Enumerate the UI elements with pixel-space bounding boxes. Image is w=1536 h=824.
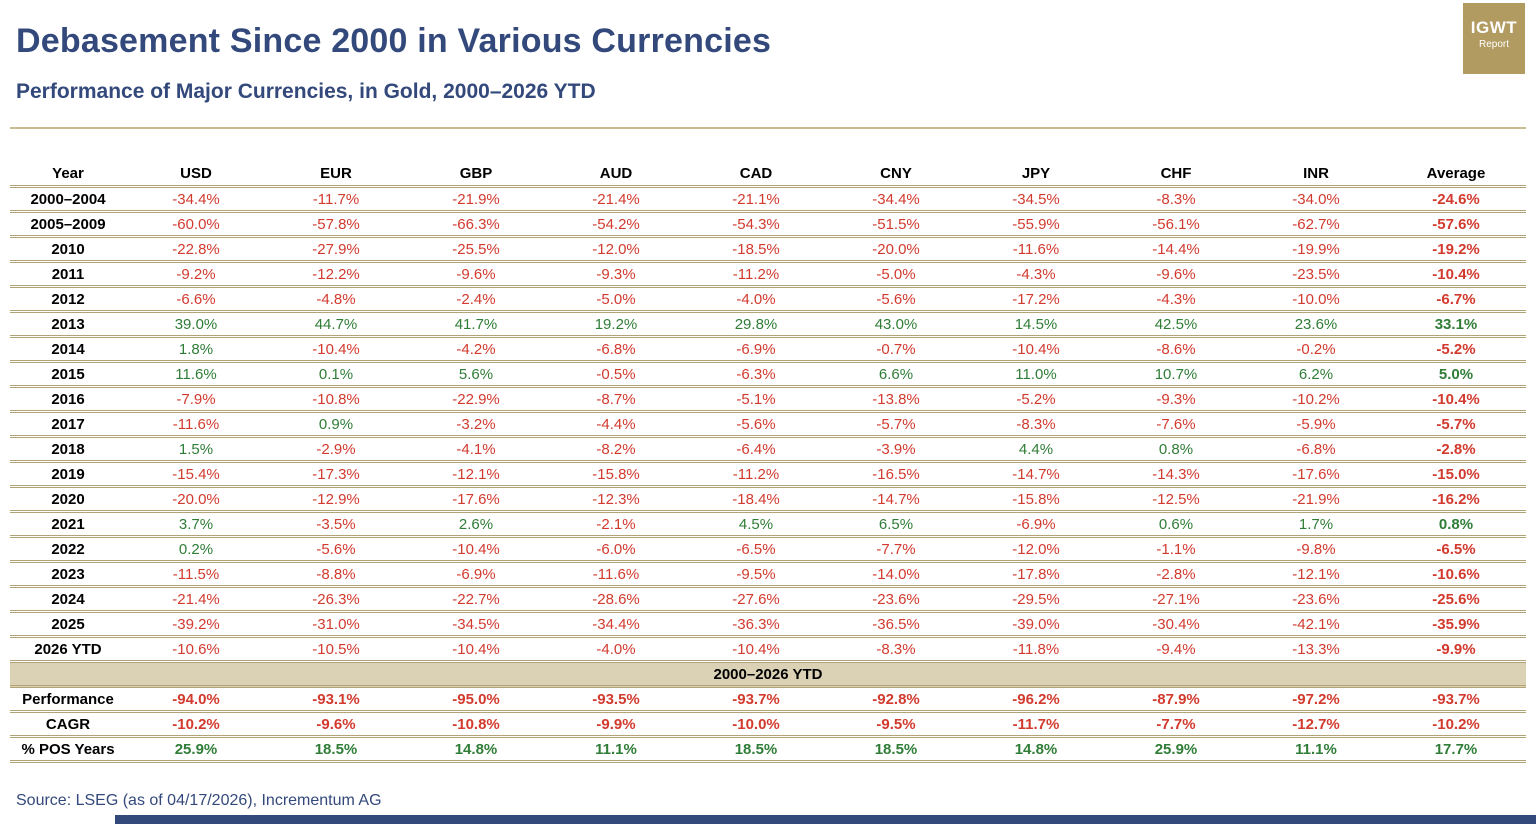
value-cell: -10.4% xyxy=(452,540,500,558)
value-cell: -20.0% xyxy=(872,240,920,258)
value-cell: -15.4% xyxy=(172,465,220,483)
value-cell: -60.0% xyxy=(172,215,220,233)
value-cell: -5.2% xyxy=(1016,390,1056,408)
table-header xyxy=(10,162,1526,187)
table-row xyxy=(10,212,1526,237)
value-cell: -10.8% xyxy=(452,715,500,733)
table-row xyxy=(10,362,1526,387)
table-row xyxy=(10,237,1526,262)
value-cell: -12.1% xyxy=(452,465,500,483)
value-cell: 11.0% xyxy=(1015,365,1057,383)
value-cell: -26.3% xyxy=(312,590,360,608)
value-cell: 10.7% xyxy=(1154,365,1198,383)
value-cell: -8.2% xyxy=(596,440,636,458)
header-divider xyxy=(10,127,1526,129)
value-cell: -6.8% xyxy=(596,340,636,358)
value-cell: -11.2% xyxy=(732,465,780,483)
row-label: 2016 xyxy=(51,390,85,408)
row-label: 2019 xyxy=(51,465,85,483)
value-cell: -15.8% xyxy=(1012,490,1060,508)
value-cell: 0.1% xyxy=(318,365,354,383)
value-cell: -92.8% xyxy=(872,690,920,708)
value-cell: 2.6% xyxy=(458,515,494,533)
row-label: % POS Years xyxy=(21,740,115,758)
value-cell: 11.1% xyxy=(595,740,637,758)
value-cell: -7.7% xyxy=(876,540,916,558)
column-header: CNY xyxy=(880,165,912,182)
value-cell: -21.1% xyxy=(732,190,780,208)
column-header: Year xyxy=(52,165,84,182)
value-cell: -7.9% xyxy=(176,390,216,408)
value-cell: -8.3% xyxy=(1156,190,1196,208)
row-label: 2026 YTD xyxy=(34,640,102,658)
page-subtitle: Performance of Major Currencies, in Gold, 2000–2026 YTD xyxy=(16,80,596,103)
value-cell: -93.1% xyxy=(312,690,360,708)
value-cell: -19.9% xyxy=(1292,240,1340,258)
logo-text-report: Report xyxy=(1478,39,1509,50)
value-cell: -10.4% xyxy=(1432,390,1480,408)
value-cell: -6.5% xyxy=(1436,540,1476,558)
section-banner-label: 2000–2026 YTD xyxy=(10,662,1526,687)
value-cell: -10.4% xyxy=(1432,265,1480,283)
value-cell: -17.8% xyxy=(1012,565,1060,583)
value-cell: -17.6% xyxy=(1292,465,1340,483)
value-cell: 19.2% xyxy=(594,315,638,333)
value-cell: -6.9% xyxy=(1016,515,1056,533)
value-cell: 14.8% xyxy=(454,740,498,758)
value-cell: -9.3% xyxy=(596,265,636,283)
value-cell: -39.2% xyxy=(172,615,220,633)
value-cell: -57.6% xyxy=(1432,215,1480,233)
value-cell: -12.1% xyxy=(1292,565,1340,583)
table-body xyxy=(10,187,1526,762)
value-cell: -55.9% xyxy=(1012,215,1060,233)
value-cell: 1.7% xyxy=(1298,515,1334,533)
value-cell: -1.1% xyxy=(1156,540,1196,558)
value-cell: -34.0% xyxy=(1292,190,1340,208)
value-cell: -42.1% xyxy=(1292,615,1340,633)
column-header: CAD xyxy=(739,165,773,182)
value-cell: -9.6% xyxy=(456,265,496,283)
table-row xyxy=(10,587,1526,612)
table-row xyxy=(10,187,1526,212)
value-cell: -35.9% xyxy=(1432,615,1480,633)
value-cell: -9.4% xyxy=(1156,640,1196,658)
value-cell: 1.5% xyxy=(178,440,214,458)
value-cell: -6.3% xyxy=(736,365,776,383)
value-cell: -10.2% xyxy=(172,715,220,733)
row-label: 2011 xyxy=(51,265,85,283)
value-cell: -6.6% xyxy=(176,290,216,308)
row-label: 2013 xyxy=(51,315,85,333)
value-cell: -10.6% xyxy=(172,640,220,658)
value-cell: -21.4% xyxy=(172,590,220,608)
value-cell: -10.0% xyxy=(732,715,780,733)
value-cell: -6.5% xyxy=(736,540,776,558)
value-cell: -8.3% xyxy=(1016,415,1056,433)
table-row xyxy=(10,387,1526,412)
row-label: Performance xyxy=(22,690,114,708)
value-cell: -5.6% xyxy=(876,290,916,308)
value-cell: -9.9% xyxy=(596,715,636,733)
value-cell: 6.2% xyxy=(1298,365,1334,383)
table-row xyxy=(10,462,1526,487)
value-cell: -0.2% xyxy=(1296,340,1336,358)
value-cell: 3.7% xyxy=(178,515,214,533)
value-cell: -8.6% xyxy=(1156,340,1196,358)
value-cell: 41.7% xyxy=(454,315,498,333)
source-note: Source: LSEG (as of 04/17/2026), Incrementum AG xyxy=(16,792,382,809)
value-cell: -27.9% xyxy=(312,240,360,258)
value-cell: -11.2% xyxy=(732,265,780,283)
row-label: 2020 xyxy=(51,490,85,508)
value-cell: -10.8% xyxy=(312,390,360,408)
logo-text-igwt: IGWT xyxy=(1470,18,1518,37)
table-row xyxy=(10,562,1526,587)
value-cell: -62.7% xyxy=(1292,215,1340,233)
value-cell: -2.1% xyxy=(596,515,636,533)
value-cell: -17.2% xyxy=(1012,290,1060,308)
value-cell: 0.8% xyxy=(1438,515,1474,533)
value-cell: -54.2% xyxy=(592,215,640,233)
row-label: 2025 xyxy=(51,615,85,633)
value-cell: -7.7% xyxy=(1156,715,1196,733)
value-cell: -8.7% xyxy=(596,390,636,408)
row-label: 2010 xyxy=(51,240,85,258)
value-cell: -34.4% xyxy=(172,190,220,208)
value-cell: 14.5% xyxy=(1014,315,1058,333)
value-cell: 42.5% xyxy=(1154,315,1198,333)
value-cell: -10.2% xyxy=(1432,715,1480,733)
value-cell: -6.8% xyxy=(1296,440,1336,458)
value-cell: -34.5% xyxy=(1012,190,1060,208)
value-cell: -93.7% xyxy=(1432,690,1480,708)
value-cell: -2.4% xyxy=(456,290,496,308)
value-cell: -22.8% xyxy=(172,240,220,258)
row-label: 2012 xyxy=(51,290,85,308)
value-cell: 14.8% xyxy=(1014,740,1058,758)
value-cell: -11.5% xyxy=(172,565,220,583)
column-header: CHF xyxy=(1160,165,1192,182)
value-cell: -11.7% xyxy=(312,190,360,208)
value-cell: -0.7% xyxy=(876,340,916,358)
row-label: 2005–2009 xyxy=(30,215,106,233)
value-cell: -97.2% xyxy=(1292,690,1340,708)
value-cell: -16.5% xyxy=(872,465,920,483)
column-header: INR xyxy=(1303,165,1329,182)
value-cell: -8.3% xyxy=(876,640,916,658)
value-cell: -36.3% xyxy=(732,615,780,633)
column-header: JPY xyxy=(1021,165,1051,182)
value-cell: -11.6% xyxy=(592,565,640,583)
table-row xyxy=(10,412,1526,437)
igwt-report-logo xyxy=(1463,3,1525,74)
row-label: 2000–2004 xyxy=(30,190,106,208)
value-cell: -9.8% xyxy=(1296,540,1336,558)
value-cell: -54.3% xyxy=(732,215,780,233)
value-cell: -94.0% xyxy=(172,690,220,708)
value-cell: 18.5% xyxy=(874,740,918,758)
value-cell: 0.6% xyxy=(1158,515,1194,533)
value-cell: -27.6% xyxy=(732,590,780,608)
value-cell: -5.0% xyxy=(596,290,636,308)
value-cell: -87.9% xyxy=(1152,690,1200,708)
value-cell: -11.8% xyxy=(1012,640,1060,658)
value-cell: 44.7% xyxy=(314,315,358,333)
value-cell: -4.8% xyxy=(316,290,356,308)
value-cell: -10.4% xyxy=(312,340,360,358)
value-cell: -27.1% xyxy=(1152,590,1200,608)
value-cell: -12.7% xyxy=(1292,715,1340,733)
value-cell: -21.4% xyxy=(592,190,640,208)
table-row xyxy=(10,262,1526,287)
value-cell: -21.9% xyxy=(452,190,500,208)
value-cell: -6.9% xyxy=(736,340,776,358)
value-cell: -14.4% xyxy=(1152,240,1200,258)
value-cell: -8.8% xyxy=(316,565,356,583)
value-cell: -28.6% xyxy=(592,590,640,608)
value-cell: -5.7% xyxy=(876,415,916,433)
value-cell: 29.8% xyxy=(734,315,778,333)
row-label: CAGR xyxy=(45,715,91,733)
column-header: GBP xyxy=(459,165,493,182)
value-cell: -9.6% xyxy=(316,715,356,733)
value-cell: -15.8% xyxy=(592,465,640,483)
row-label: 2018 xyxy=(51,440,85,458)
value-cell: -5.0% xyxy=(876,265,916,283)
value-cell: -5.2% xyxy=(1436,340,1476,358)
value-cell: 0.8% xyxy=(1158,440,1194,458)
value-cell: -34.5% xyxy=(452,615,500,633)
value-cell: -16.2% xyxy=(1432,490,1480,508)
value-cell: -4.3% xyxy=(1016,265,1056,283)
value-cell: -25.5% xyxy=(452,240,500,258)
footer-bar xyxy=(115,815,1536,824)
value-cell: 5.0% xyxy=(1438,365,1474,383)
value-cell: 17.7% xyxy=(1434,740,1478,758)
value-cell: -4.2% xyxy=(456,340,496,358)
value-cell: -10.5% xyxy=(312,640,360,658)
value-cell: -93.5% xyxy=(592,690,640,708)
value-cell: -4.4% xyxy=(596,415,636,433)
value-cell: -23.6% xyxy=(1292,590,1340,608)
row-label: 2024 xyxy=(51,590,85,608)
value-cell: -13.3% xyxy=(1292,640,1340,658)
column-header: EUR xyxy=(320,165,352,182)
value-cell: -7.6% xyxy=(1156,415,1196,433)
column-header: Average xyxy=(1426,165,1486,182)
row-label: 2015 xyxy=(51,365,85,383)
table-row xyxy=(10,612,1526,637)
value-cell: -14.7% xyxy=(1012,465,1060,483)
value-cell: 43.0% xyxy=(874,315,918,333)
value-cell: -10.0% xyxy=(1292,290,1340,308)
value-cell: -9.3% xyxy=(1156,390,1196,408)
value-cell: -22.9% xyxy=(452,390,500,408)
column-header: USD xyxy=(180,165,212,182)
value-cell: -4.0% xyxy=(736,290,776,308)
row-label: 2023 xyxy=(51,565,85,583)
value-cell: -6.7% xyxy=(1436,290,1476,308)
value-cell: -29.5% xyxy=(1012,590,1060,608)
value-cell: -95.0% xyxy=(452,690,500,708)
value-cell: -15.0% xyxy=(1432,465,1480,483)
table-header-row xyxy=(10,162,1526,187)
value-cell: 4.4% xyxy=(1018,440,1054,458)
value-cell: -11.7% xyxy=(1012,715,1060,733)
value-cell: 1.8% xyxy=(178,340,214,358)
value-cell: -36.5% xyxy=(872,615,920,633)
value-cell: -14.7% xyxy=(872,490,920,508)
table-row xyxy=(10,512,1526,537)
value-cell: -4.3% xyxy=(1156,290,1196,308)
value-cell: -2.8% xyxy=(1436,440,1476,458)
value-cell: -24.6% xyxy=(1432,190,1480,208)
value-cell: -12.9% xyxy=(312,490,360,508)
value-cell: -9.6% xyxy=(1156,265,1196,283)
value-cell: -93.7% xyxy=(732,690,780,708)
value-cell: -96.2% xyxy=(1012,690,1060,708)
value-cell: -31.0% xyxy=(312,615,360,633)
value-cell: -25.6% xyxy=(1432,590,1480,608)
value-cell: -56.1% xyxy=(1152,215,1200,233)
value-cell: -20.0% xyxy=(172,490,220,508)
value-cell: -30.4% xyxy=(1152,615,1200,633)
value-cell: -23.5% xyxy=(1292,265,1340,283)
table-row xyxy=(10,712,1526,737)
value-cell: 6.5% xyxy=(878,515,914,533)
value-cell: 18.5% xyxy=(734,740,778,758)
value-cell: -14.3% xyxy=(1152,465,1200,483)
value-cell: 39.0% xyxy=(174,315,218,333)
value-cell: -10.4% xyxy=(1012,340,1060,358)
value-cell: -5.9% xyxy=(1296,415,1336,433)
value-cell: -5.7% xyxy=(1436,415,1476,433)
table-row xyxy=(10,687,1526,712)
value-cell: -0.5% xyxy=(596,365,636,383)
value-cell: 11.6% xyxy=(175,365,217,383)
value-cell: -4.1% xyxy=(456,440,496,458)
value-cell: 4.5% xyxy=(738,515,774,533)
row-label: 2017 xyxy=(51,415,85,433)
value-cell: -9.5% xyxy=(736,565,776,583)
value-cell: -11.6% xyxy=(172,415,220,433)
value-cell: -17.3% xyxy=(312,465,360,483)
table-row xyxy=(10,437,1526,462)
value-cell: 25.9% xyxy=(174,740,218,758)
value-cell: -39.0% xyxy=(1012,615,1060,633)
value-cell: -3.5% xyxy=(316,515,356,533)
value-cell: 5.6% xyxy=(458,365,494,383)
row-label: 2022 xyxy=(51,540,85,558)
value-cell: -12.5% xyxy=(1152,490,1200,508)
value-cell: 6.6% xyxy=(878,365,914,383)
value-cell: -5.1% xyxy=(736,390,776,408)
value-cell: -9.9% xyxy=(1436,640,1476,658)
value-cell: 0.9% xyxy=(318,415,354,433)
value-cell: -12.2% xyxy=(312,265,360,283)
value-cell: -18.5% xyxy=(732,240,780,258)
value-cell: -22.7% xyxy=(452,590,500,608)
value-cell: -2.9% xyxy=(316,440,356,458)
section-banner-row xyxy=(10,662,1526,687)
value-cell: -34.4% xyxy=(592,615,640,633)
value-cell: -12.0% xyxy=(592,240,640,258)
table-row xyxy=(10,637,1526,662)
value-cell: 25.9% xyxy=(1154,740,1198,758)
currency-performance-table xyxy=(10,162,1526,763)
value-cell: 33.1% xyxy=(1434,315,1478,333)
value-cell: -2.8% xyxy=(1156,565,1196,583)
value-cell: -51.5% xyxy=(872,215,920,233)
table-row xyxy=(10,537,1526,562)
value-cell: -12.0% xyxy=(1012,540,1060,558)
value-cell: -10.6% xyxy=(1432,565,1480,583)
page-title: Debasement Since 2000 in Various Currencies xyxy=(16,22,772,60)
value-cell: -34.4% xyxy=(872,190,920,208)
value-cell: 18.5% xyxy=(314,740,358,758)
value-cell: -23.6% xyxy=(872,590,920,608)
table-row xyxy=(10,312,1526,337)
value-cell: -10.4% xyxy=(732,640,780,658)
value-cell: -21.9% xyxy=(1292,490,1340,508)
value-cell: 0.2% xyxy=(178,540,214,558)
row-label: 2014 xyxy=(51,340,85,358)
table-row xyxy=(10,737,1526,762)
value-cell: -10.4% xyxy=(452,640,500,658)
column-header: AUD xyxy=(599,165,633,182)
value-cell: -3.9% xyxy=(876,440,916,458)
value-cell: -9.5% xyxy=(876,715,916,733)
value-cell: -10.2% xyxy=(1292,390,1340,408)
value-cell: -5.6% xyxy=(316,540,356,558)
table-row xyxy=(10,487,1526,512)
value-cell: -3.2% xyxy=(456,415,496,433)
value-cell: -6.9% xyxy=(456,565,496,583)
value-cell: -14.0% xyxy=(872,565,920,583)
value-cell: 11.1% xyxy=(1295,740,1337,758)
row-label: 2021 xyxy=(51,515,85,533)
value-cell: -18.4% xyxy=(732,490,780,508)
value-cell: -57.8% xyxy=(312,215,360,233)
value-cell: -4.0% xyxy=(596,640,636,658)
value-cell: -11.6% xyxy=(1012,240,1060,258)
value-cell: -17.6% xyxy=(452,490,500,508)
table-row xyxy=(10,337,1526,362)
value-cell: -66.3% xyxy=(452,215,500,233)
value-cell: -9.2% xyxy=(176,265,216,283)
value-cell: -19.2% xyxy=(1432,240,1480,258)
value-cell: -13.8% xyxy=(872,390,920,408)
value-cell: -6.4% xyxy=(736,440,776,458)
value-cell: -12.3% xyxy=(592,490,640,508)
table-row xyxy=(10,287,1526,312)
value-cell: -5.6% xyxy=(736,415,776,433)
value-cell: 23.6% xyxy=(1294,315,1338,333)
value-cell: -6.0% xyxy=(596,540,636,558)
